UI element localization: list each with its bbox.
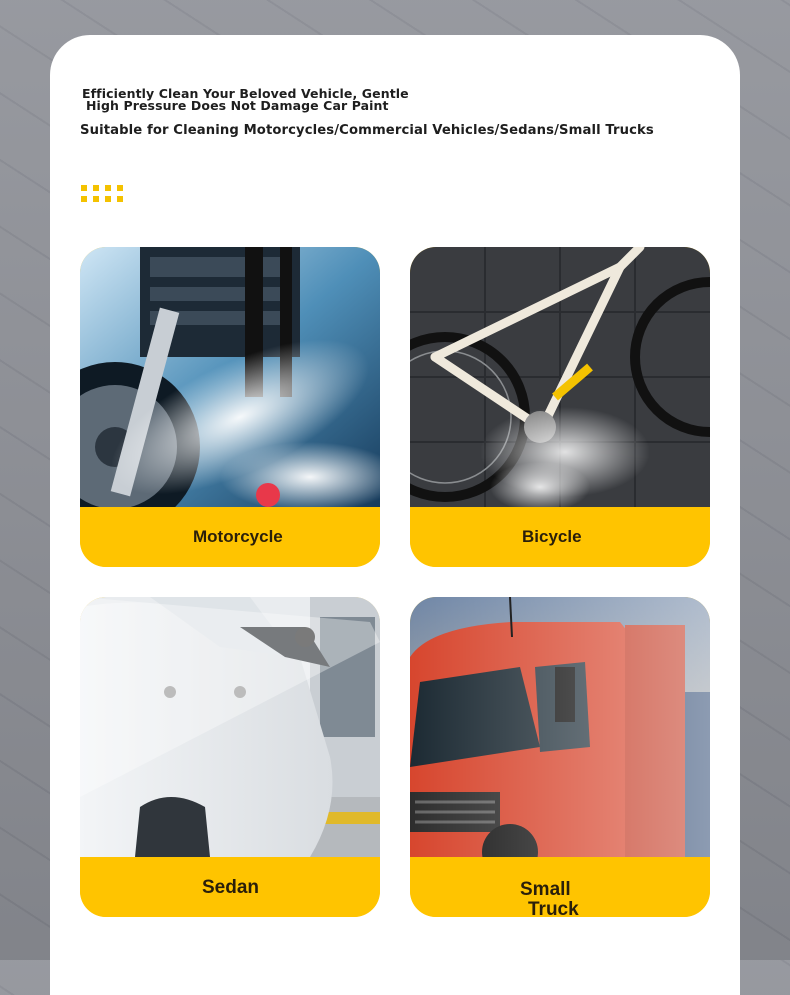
tile-sedan: [80, 597, 380, 917]
decorative-dots-icon: [81, 185, 125, 203]
content-card: [50, 35, 740, 995]
headline-line-1: Efficiently Clean Your Beloved Vehicle, Gentle: [82, 86, 409, 101]
subtitle: Suitable for Cleaning Motorcycles/Commercial Vehicles/Sedans/Small Trucks: [80, 123, 654, 138]
truck-label-line-1: Small: [520, 879, 571, 900]
sedan-label: Sedan: [202, 877, 260, 898]
truck-photo: [410, 597, 710, 857]
sedan-photo: [80, 597, 380, 857]
tile-motorcycle: [80, 247, 380, 567]
tile-small-truck: [410, 597, 710, 917]
tile-bicycle-label: [410, 507, 710, 567]
tile-sedan-label: [80, 857, 380, 917]
motorcycle-photo: [80, 247, 380, 507]
bicycle-photo: [410, 247, 710, 507]
motorcycle-label: Motorcycle: [193, 527, 283, 546]
truck-label-line-2: Truck: [528, 899, 579, 917]
tile-motorcycle-label: [80, 507, 380, 567]
tile-truck-label: [410, 857, 710, 917]
headline: [82, 88, 422, 112]
headline-line-2: High Pressure Does Not Damage Car Paint: [86, 98, 389, 113]
bicycle-label: Bicycle: [522, 527, 582, 546]
tile-bicycle: [410, 247, 710, 567]
